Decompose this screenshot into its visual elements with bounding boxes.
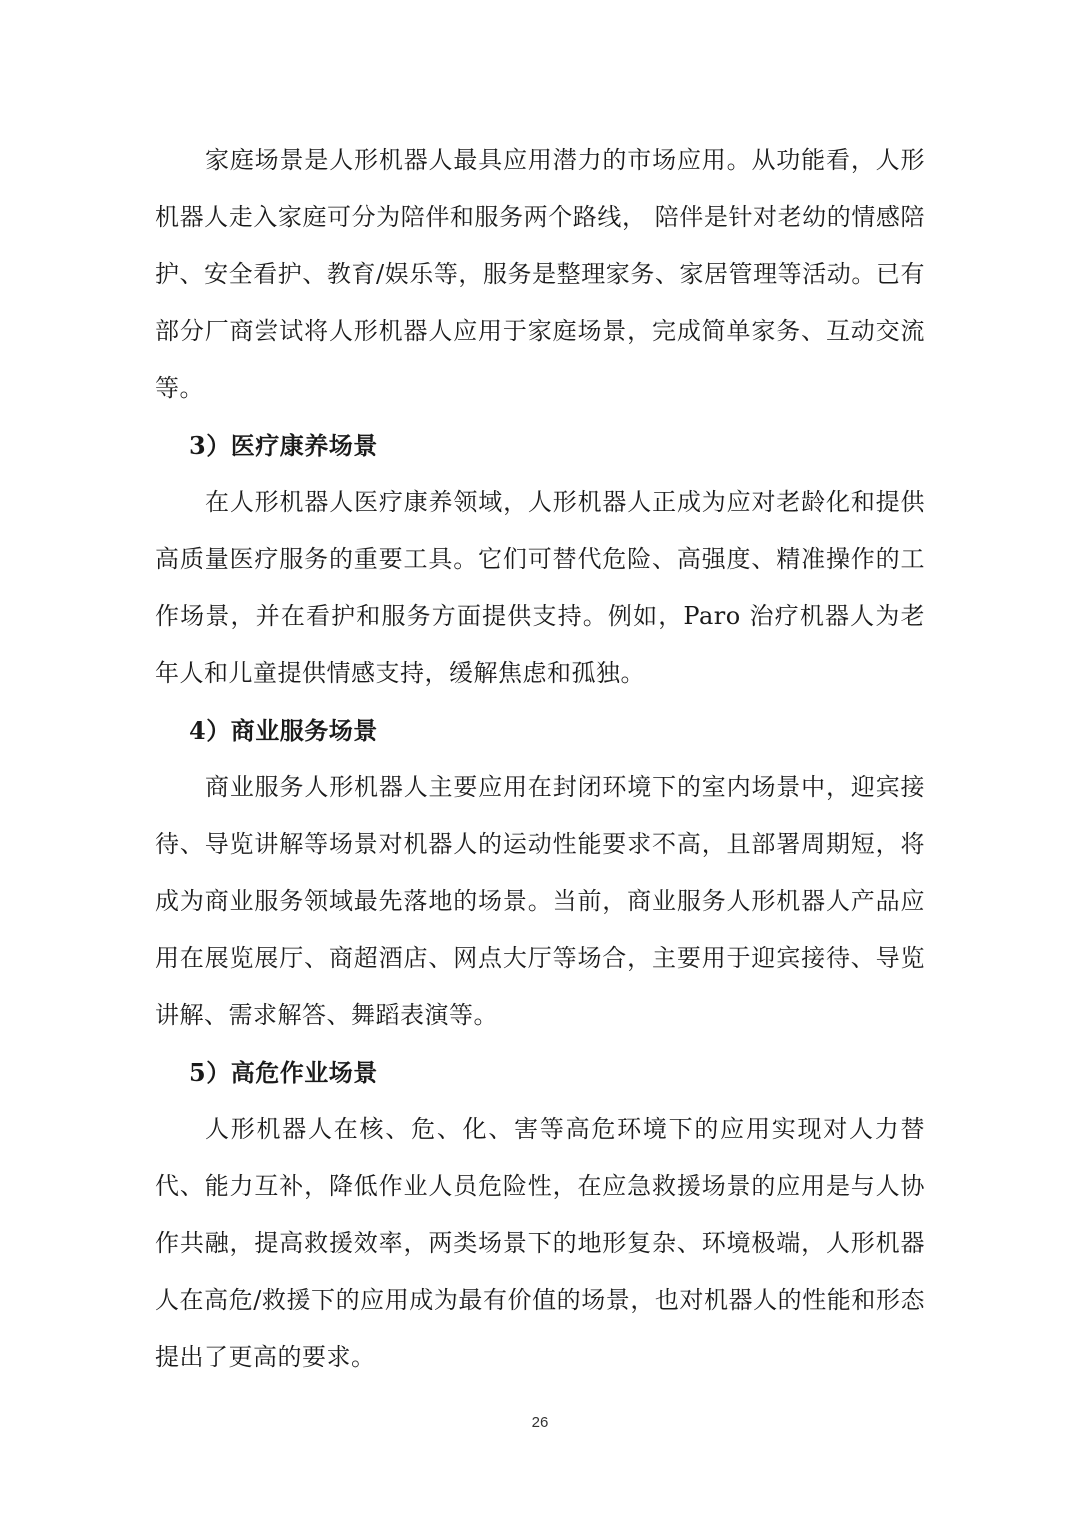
intro-paragraph: 家庭场景是人形机器人最具应用潜力的市场应用。从功能看，人形机器人走入家庭可分为陪伴和服务两个路线， 陪伴是针对老幼的情感陪护、安全看护、教育/娱乐等，服务是整理家务、家居管理等活动。已有部分厂商尝试将人形机器人应用于家庭场景，完成简单家务、互动交流等。 xyxy=(155,146,925,402)
section-heading-medical: 3）医疗康养场景 xyxy=(189,431,378,460)
page-number: 26 xyxy=(531,1414,549,1431)
section-heading-commercial: 4）商业服务场景 xyxy=(189,716,378,745)
section-body-commercial: 商业服务人形机器人主要应用在封闭环境下的室内场景中，迎宾接待、导览讲解等场景对机器人的运动性能要求不高，且部署周期短，将成为商业服务领域最先落地的场景。当前，商业服务人形机器人产品应用在展览展厅、商超酒店、网点大厅等场合，主要用于迎宾接待、导览讲解、需求解答、舞蹈表演等。 xyxy=(155,773,925,1029)
section-body-medical: 在人形机器人医疗康养领域，人形机器人正成为应对老龄化和提供高质量医疗服务的重要工具。它们可替代危险、高强度、精准操作的工作场景，并在看护和服务方面提供支持。例如，Paro 治疗机器人为老年人和儿童提供情感支持，缓解焦虑和孤独。 xyxy=(155,488,925,687)
page-content xyxy=(155,132,925,1386)
section-heading-hazardous: 5）高危作业场景 xyxy=(189,1058,378,1087)
section-body-hazardous: 人形机器人在核、危、化、害等高危环境下的应用实现对人力替代、能力互补，降低作业人员危险性，在应急救援场景的应用是与人协作共融，提高救援效率，两类场景下的地形复杂、环境极端，人形机器人在高危/救援下的应用成为最有价值的场景，也对机器人的性能和形态提出了更高的要求。 xyxy=(155,1115,925,1371)
